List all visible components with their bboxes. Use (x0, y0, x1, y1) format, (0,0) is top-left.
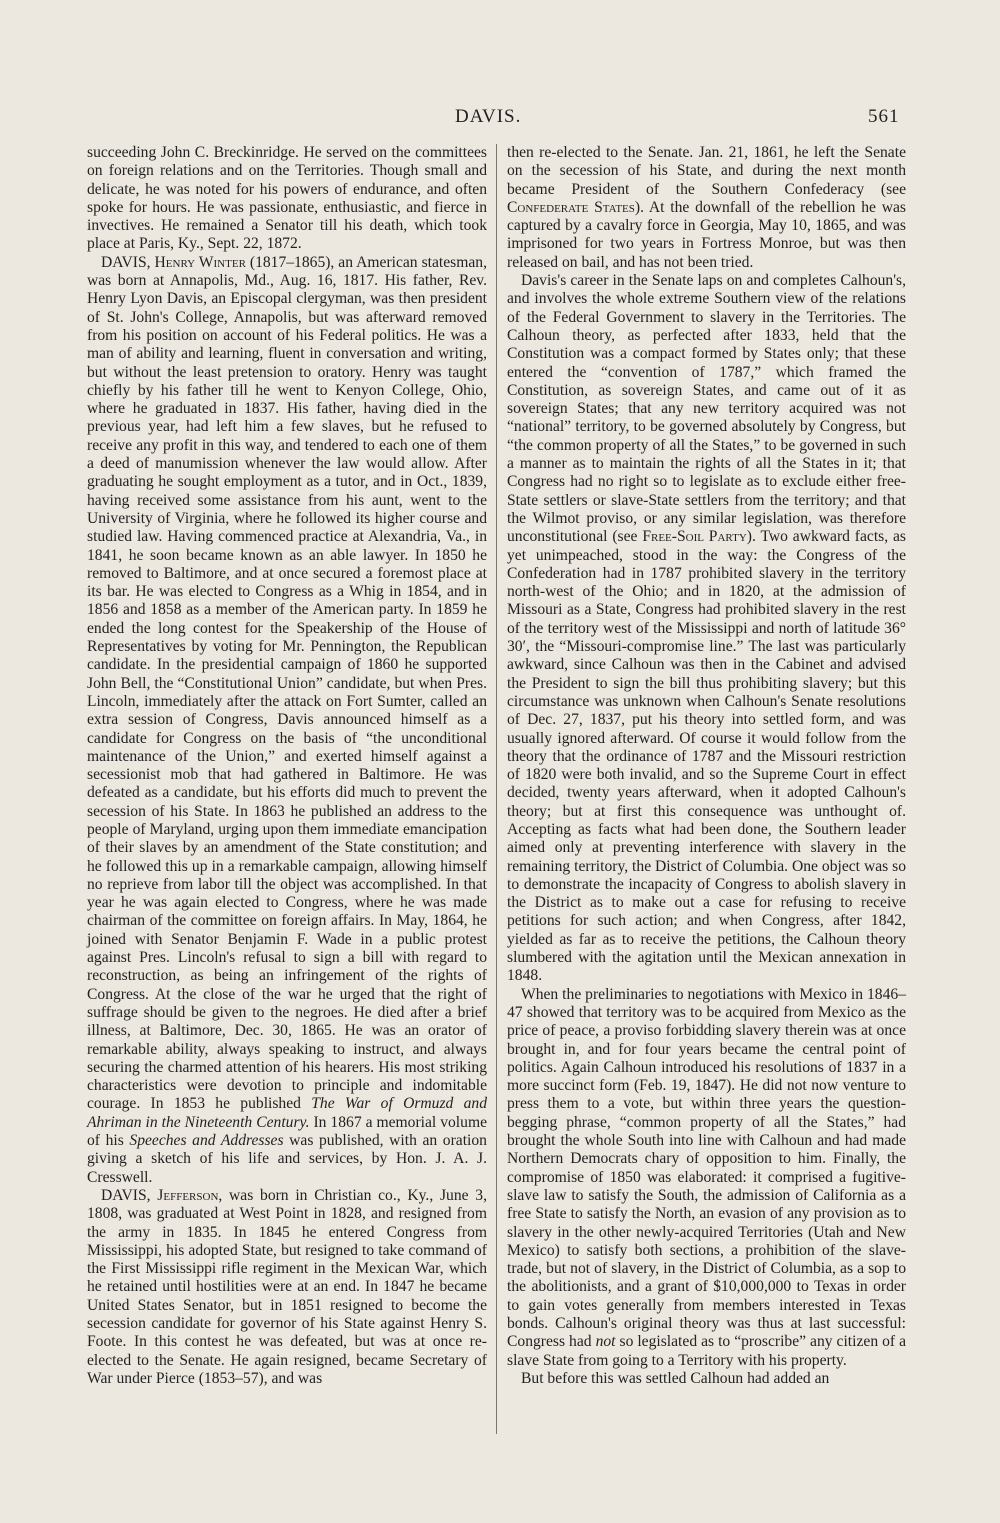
entry-given-name: Henry Winter (154, 253, 246, 271)
page-title: DAVIS. (455, 106, 522, 127)
page-number: 561 (868, 106, 900, 127)
entry-headword: DAVIS, (101, 253, 151, 271)
entry-given-name: Jefferson, (157, 1186, 223, 1204)
book-title-speeches: Speeches and Addresses (129, 1132, 284, 1150)
entry-text: was born in Christian co., Ky., June 3, 1808, was graduated at West Point in 1828, and resigned from the army in 1835. In 1845 he entered Congress from Mississippi, his adopted State, but resigned to take command of the First Mississippi rifle regiment in the Mexican War, which he retained until hostilities were at an end. In 1847 he became United States Senator, but in 1851 resigned to become the secession candidate for governor of his State against Henry S. Foote. In this contest he was defeated, but was at once re-elected to the Senate. He again resigned, became Secretary of War under Pierce (1853–57), and was (87, 1186, 487, 1387)
paragraph-text: ). At the downfall of the rebellion he was captured by a cavalry force in Georgia, May 10, 1865, and was imprisoned for two years in Fortress Monroe, but was then released on bail, and has not been tried. (507, 198, 906, 271)
right-column (507, 144, 906, 1388)
paragraph-confederacy (507, 144, 906, 272)
entry-text: In 1867 a memorial volume of his (87, 1113, 487, 1150)
book-title-ormuzd: The War of Ormuzd and Ahriman in the Nineteenth Century. (87, 1095, 488, 1131)
paragraph-breckinridge-end: succeeding John C. Breckinridge. He served on the committees on foreign relations and on the Territories. Though small and delicate, he was noted for his powers of endurance, and often spoke for hours. He was passionate, enthusiastic, and fierce in invectives. He remained a Senator till his death, which took place at Paris, Ky., Sept. 22, 1872. (87, 144, 487, 253)
paragraph-text: When the preliminaries to negotiations with Mexico in 1846–47 showed that territory was to be acquired from Mexico as the price of peace, a proviso forbidding slavery therein was at once brought in, and for four years became the central point of politics. Again Calhoun introduced his resolutions of 1837 in a more succinct form (Feb. 19, 1847). He did not now venture to press them to a vote, but within three years the question-begging phrase, “common property of all the States,” had brought the whole South into line with Calhoun and had made Northern Democrats chary of opposition to him. Finally, the compromise of 1850 was elaborated: it comprised a fugitive-slave law to satisfy the South, the admission of California as a free State to satisfy the North, an evasion of any provision as to slavery in the other newly-acquired Territories (Utah and New Mexico) to satisfy both sections, a prohibition of the slave-trade, but not of slavery, in the District of Columbia, as a sop to the abolitionists, and a grant of $10,000,000 to Texas in order to gain votes generally from members interested in Texas bonds. Calhoun's original theory was thus at last successful: Congress had (507, 985, 906, 1351)
paragraph-text: Davis's career in the Senate laps on and completes Calhoun's, and involves the whole extreme Southern view of the relations of the Federal Government to slavery in the Territories. The Calhoun theory, as perfected after 1833, held that the Constitution was a compact formed by States only; that these entered the “convention of 1787,” which framed the Constitution, as sovereign States, and came out of it as sovereign States; that any new territory acquired was not “national” territory, to be governed absolutely by Congress, but “the common property of all the States,” to be governed in such a manner as to maintain the rights of all the States in it; that Congress had no right so to legislate as to exclude either free-State settlers or slave-State settlers from the territory; and that the Wilmot proviso, or any similar legislation, was therefore unconstitutional (see (507, 272, 906, 546)
left-column (87, 144, 487, 1388)
paragraph-mexico (507, 986, 906, 1370)
column-divider (496, 144, 497, 1434)
entry-text: was published, with an oration giving a sketch of his life and services, by Hon. J. A. J. Cresswell. (87, 1132, 487, 1186)
cross-reference-confederate-states: Confederate States (507, 198, 635, 216)
paragraph-text: so legislated as to “proscribe” any citizen of a slave State from going to a Territory with his property. (507, 1333, 907, 1369)
cross-reference-free-soil-party: Free-Soil Party (642, 528, 747, 546)
paragraph-text: ). Two awkward facts, as yet unimpeached, stood in the way: the Congress of the Confederation had in 1787 prohibited slavery in the territory north-west of the Ohio; and in 1820, at the admission of Missouri as a State, Congress had prohibited slavery in the rest of the territory west of the Mississippi and north of latitude 36° 30′, the “Missouri-compromise line.” The last was particularly awkward, since Calhoun was then in the Cabinet and advised the President to sign the bill thus prohibiting slavery; but this circumstance was unknown when Calhoun's Senate resolutions of Dec. 27, 1837, put his theory into settled form, and was usually ignored afterward. Of course it would follow from the theory that the ordinance of 1787 and the Missouri restriction of 1820 were both invalid, and so the Supreme Court in effect decided, twenty years afterward, when it adopted Calhoun's theory; but at first this consequence was unthought of. Accepting as facts what had been done, the Southern leader aimed only at preventing interference with slavery in the remaining territory, the District of Columbia. One object was so to demonstrate the incapacity of Congress to abolish slavery in the District as to make out a case for refusing to receive petitions for such action; and when Congress, after 1842, yielded as far as to receive the petitions, the Calhoun theory slumbered with the agitation until the Mexican annexation in 1848. (507, 528, 906, 985)
entry-headword: DAVIS, (101, 1186, 151, 1204)
paragraph-calhoun-theory (507, 272, 906, 986)
paragraph-text: then re-elected to the Senate. Jan. 21, 1861, he left the Senate on the secession of his State, and during the next month became President of the Southern Confederacy (see (507, 144, 906, 198)
emphasis-not: not (595, 1333, 616, 1351)
paragraph-continuation: But before this was settled Calhoun had added an (521, 1369, 830, 1387)
running-header (0, 106, 1000, 134)
entry-jefferson-davis (87, 1187, 487, 1388)
entry-text: (1817–1865), an American statesman, was born at Annapolis, Md., Aug. 16, 1817. His father, Rev. Henry Lyon Davis, an Episcopal clergyman, was then president of St. John's College, Annapolis, but was afterward removed from his position on account of his Federal politics. He was a man of ability and learning, fluent in conversation and writing, but without the least pretension to oratory. Henry was taught chiefly by his father till he went to Kenyon College, Ohio, where he graduated in 1837. His father, having died in the previous year, had left him a few slaves, but he refused to receive any profit in this way, and tendered to each one of them a deed of manumission whenever the law would allow. After graduating he sought employment as a tutor, and in Oct., 1839, having received some assistance from his aunt, went to the University of Virginia, where he followed its higher course and studied law. Having commenced practice at Alexandria, Va., in 1841, he soon became known as an able lawyer. In 1850 he removed to Baltimore, and at once secured a foremost place at its bar. He was elected to Congress as a Whig in 1854, and in 1856 and 1858 as a member of the American party. In 1859 he ended the long contest for the Speakership of the House of Representatives by voting for Mr. Pennington, the Republican candidate. In the presidential campaign of 1860 he supported John Bell, the “Constitutional Union” candidate, but when Pres. Lincoln, immediately after the attack on Fort Sumter, called an extra session of Congress, Davis announced himself as a candidate for Congress on the basis of “the unconditional maintenance of the Union,” and exerted himself against a secessionist mob that had gathered in Baltimore. He was defeated as a candidate, but his efforts did much to prevent the secession of his State. In 1863 he published an address to the people of Maryland, urging upon them immediate emancipation of their slaves by an amendment of the State constitution; and he followed this up in a remarkable campaign, allowing himself no reprieve from labor till the object was accomplished. In that year he was again elected to Congress, where he was made chairman of the committee on foreign affairs. In May, 1864, he joined with Senator Benjamin F. Wade in a public protest against Pres. Lincoln's refusal to sign a bill with regard to reconstruction, as being an infringement of the rights of Congress. At the close of the war he urged that the right of suffrage should be given to the negroes. He died after a brief illness, at Baltimore, Dec. 30, 1865. He was an orator of remarkable ability, always speaking to instruct, and always securing the charmed attention of his hearers. His most striking characteristics were devotion to principle and indomitable courage. In 1853 he published (87, 253, 487, 1113)
entry-henry-winter-davis (87, 254, 487, 1187)
